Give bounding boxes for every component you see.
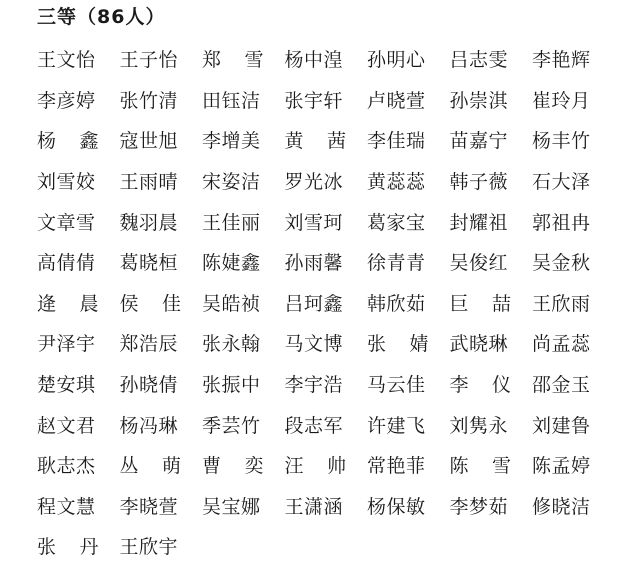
awardee-name: 楚安琪 [37,374,96,397]
awardee-name: 王欣宇 [119,536,179,559]
awardee-name: 郭祖冉 [532,211,591,234]
awardee-name: 李宇浩 [284,374,344,397]
awardee-name: 孙晓倩 [119,374,179,397]
awardee-name: 王子怡 [119,49,179,72]
awardee-name: 寇世旭 [119,130,179,153]
awardee-name: 许建飞 [367,414,426,437]
awardee-name: 张竹清 [119,89,179,112]
awardee-name: 陈婕鑫 [202,252,261,275]
awardee-name: 修晓洁 [532,495,591,518]
awardee-name: 黄 茜 [284,130,347,153]
awardee-name: 陈 雪 [449,455,512,478]
awardee-name: 杨中湟 [284,49,344,72]
awardee-name: 吴俊红 [449,252,509,275]
awardee-name: 徐青青 [367,252,426,275]
awardee-name: 常艳菲 [367,455,426,478]
awardee-name: 曹 奕 [202,455,264,478]
awardee-name: 吴皓祯 [202,292,261,315]
awardee-name: 丛 萌 [119,455,182,478]
awardee-name: 郑浩辰 [119,333,179,356]
awardee-name: 程文慧 [37,495,96,518]
section-heading: 三等（86人） [37,6,166,28]
awardee-name: 杨保敏 [367,495,426,518]
name-row [37,446,607,487]
awardee-name: 魏羽晨 [119,211,179,234]
name-row [37,121,607,162]
awardee-name: 葛家宝 [367,211,426,234]
awardee-name: 韩子薇 [449,171,509,194]
name-row [37,40,607,81]
name-row [37,81,607,122]
awardee-name: 吕珂鑫 [284,292,344,315]
awardee-name: 罗光冰 [284,171,344,194]
awardee-name: 赵文君 [37,414,96,437]
awardee-name: 段志军 [284,414,344,437]
name-row [37,365,607,406]
awardee-name: 刘建鲁 [532,414,591,437]
awardee-name: 卢晓萱 [367,89,426,112]
awardee-name: 郑 雪 [202,49,264,72]
awardee-name: 李 仪 [449,374,512,397]
awardee-name: 李佳瑞 [367,130,426,153]
awardee-name: 王佳丽 [202,211,261,234]
awardee-name: 马文博 [284,333,344,356]
awardee-name: 封耀祖 [449,211,509,234]
name-row [37,284,607,325]
awardee-name: 侯 佳 [119,292,182,315]
awardee-name: 尹泽宇 [37,333,96,356]
name-row [37,324,607,365]
awardee-name: 杨 鑫 [37,130,99,153]
awardee-name: 杨冯琳 [119,414,179,437]
awardee-name: 邵金玉 [532,374,591,397]
awardee-name: 刘雪珂 [284,211,344,234]
awardee-name: 吕志雯 [449,49,509,72]
awardee-name: 巨 喆 [449,292,512,315]
awardee-name: 刘雪姣 [37,171,96,194]
awardee-name: 田钰洁 [202,89,261,112]
awardee-name: 李艳辉 [532,49,591,72]
awardee-name: 汪 帅 [284,455,347,478]
awardee-name: 李晓萱 [119,495,179,518]
awardee-name: 张永翰 [202,333,261,356]
name-row [37,202,607,243]
awardee-name: 张振中 [202,374,261,397]
name-row [37,243,607,284]
name-row [37,405,607,446]
awardee-name: 张 婧 [367,333,429,356]
awardee-name: 李增美 [202,130,261,153]
awardee-name: 逄 晨 [37,292,99,315]
awardee-name: 宋姿洁 [202,171,261,194]
awardee-name: 崔玲月 [532,89,591,112]
awardee-name: 陈孟婷 [532,455,591,478]
awardee-name: 张宇轩 [284,89,344,112]
name-row [37,527,607,568]
awardee-name: 高倩倩 [37,252,96,275]
awardee-name: 季芸竹 [202,414,261,437]
awardee-name: 武晓琳 [449,333,509,356]
awardee-name: 葛晓桓 [119,252,179,275]
awardee-name: 韩欣茹 [367,292,426,315]
name-row [37,487,607,528]
awardee-name: 王潇涵 [284,495,344,518]
name-row [37,162,607,203]
awardee-name: 孙崇淇 [449,89,509,112]
awardee-name: 苗嘉宁 [449,130,509,153]
awardee-name: 耿志杰 [37,455,96,478]
awardee-name: 王文怡 [37,49,96,72]
awardee-name: 孙明心 [367,49,426,72]
awardee-name: 吴宝娜 [202,495,261,518]
awardee-name: 尚孟蕊 [532,333,591,356]
names-grid [37,40,607,568]
awardee-name: 王雨晴 [119,171,179,194]
awardee-name: 文章雪 [37,211,96,234]
awardee-name: 孙雨馨 [284,252,344,275]
awardee-name: 马云佳 [367,374,426,397]
awardee-name: 李梦茹 [449,495,509,518]
awardee-name: 石大泽 [532,171,591,194]
awardee-name: 李彦婷 [37,89,96,112]
awardee-name: 黄蕊蕊 [367,171,426,194]
awardee-name: 杨丰竹 [532,130,591,153]
awardee-name: 张 丹 [37,536,99,559]
awardee-name: 吴金秋 [532,252,591,275]
awardee-name: 刘隽永 [449,414,509,437]
awardee-name: 王欣雨 [532,292,591,315]
